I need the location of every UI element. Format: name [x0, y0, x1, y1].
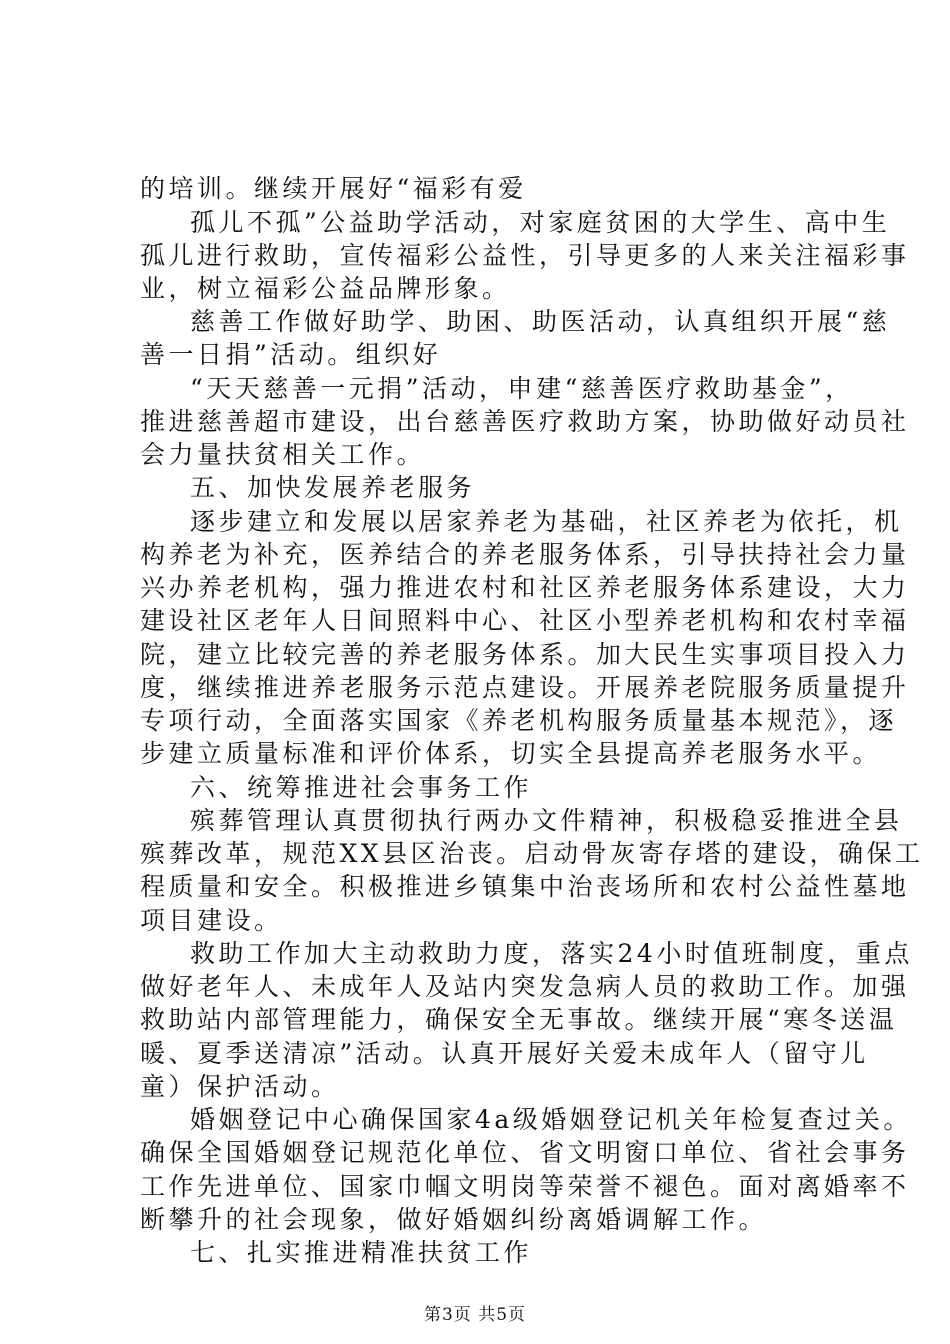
- text-line: 兴办养老机构，强力推进农村和社区养老服务体系建设，大力: [140, 573, 910, 602]
- text-line: “天天慈善一元捐”活动，申建“慈善医疗救助基金”，: [190, 374, 854, 403]
- text-line: 慈善工作做好助学、助困、助医活动，认真组织开展“慈: [190, 307, 891, 336]
- text-line: 院，建立比较完善的养老服务体系。加大民生实事项目投入力: [140, 640, 910, 669]
- text-line: 项目建设。: [140, 906, 283, 935]
- section-heading: 七、扎实推进精准扶贫工作: [190, 1238, 533, 1267]
- text-line: 断攀升的社会现象，做好婚姻纠纷离婚调解工作。: [140, 1205, 768, 1234]
- text-line: 确保全国婚姻登记规范化单位、省文明窗口单位、省社会事务: [140, 1138, 910, 1167]
- section-heading: 五、加快发展养老服务: [190, 473, 476, 502]
- text-line: 童）保护活动。: [140, 1072, 340, 1101]
- text-line: 程质量和安全。积极推进乡镇集中治丧场所和农村公益性墓地: [140, 872, 910, 901]
- text-line: 孤儿不孤”公益助学活动，对家庭贫困的大学生、高中生: [190, 208, 891, 237]
- text-line: 救助工作加大主动救助力度，落实24小时值班制度，重点: [190, 939, 913, 968]
- text-line: 孤儿进行救助，宣传福彩公益性，引导更多的人来关注福彩事: [140, 241, 910, 270]
- text-line: 婚姻登记中心确保国家4a级婚姻登记机关年检复查过关。: [190, 1105, 912, 1134]
- text-line: 推进慈善超市建设，出台慈善医疗救助方案，协助做好动员社: [140, 407, 910, 436]
- text-line: 的培训。继续开展好“福彩有爱: [140, 174, 527, 203]
- text-line: 善一日捐”活动。组织好: [140, 340, 442, 369]
- text-line: 做好老年人、未成年人及站内突发急病人员的救助工作。加强: [140, 972, 910, 1001]
- text-line: 殡葬改革，规范XX县区治丧。启动骨灰寄存塔的建设，确保工: [140, 839, 924, 868]
- text-line: 救助站内部管理能力，确保安全无事故。继续开展“寒冬送温: [140, 1005, 898, 1034]
- text-line: 逐步建立和发展以居家养老为基础，社区养老为依托，机: [190, 507, 903, 536]
- text-line: 工作先进单位、国家巾帼文明岗等荣誉不褪色。面对离婚率不: [140, 1172, 910, 1201]
- text-line: 步建立质量标准和评价体系，切实全县提高养老服务水平。: [140, 739, 882, 768]
- text-line: 业，树立福彩公益品牌形象。: [140, 274, 511, 303]
- text-line: 度，继续推进养老服务示范点建设。开展养老院服务质量提升: [140, 673, 910, 702]
- section-heading: 六、统筹推进社会事务工作: [190, 773, 533, 802]
- text-line: 殡葬管理认真贯彻执行两办文件精神，积极稳妥推进全县: [190, 806, 903, 835]
- page-footer: 第3页 共5页: [423, 1305, 527, 1325]
- text-line: 构养老为补充，医养结合的养老服务体系，引导扶持社会力量: [140, 540, 910, 569]
- text-line: 会力量扶贫相关工作。: [140, 440, 426, 469]
- text-line: 专项行动，全面落实国家《养老机构服务质量基本规范》，逐: [140, 706, 898, 735]
- text-line: 暖、夏季送清凉”活动。认真开展好关爱未成年人（留守儿: [140, 1039, 869, 1068]
- text-line: 建设社区老年人日间照料中心、社区小型养老机构和农村幸福: [140, 606, 910, 635]
